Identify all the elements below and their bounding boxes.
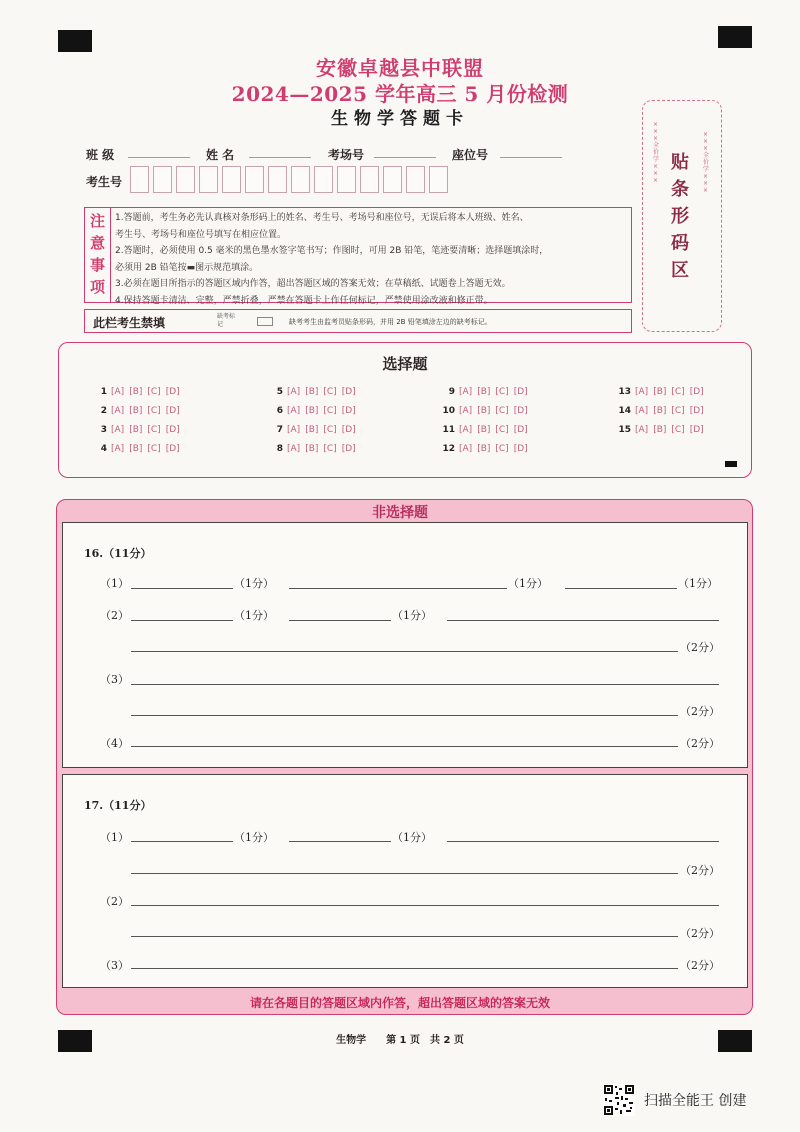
- student-id-digit-box[interactable]: [291, 166, 310, 193]
- q16-part2-blank-b[interactable]: [289, 620, 391, 621]
- class-field[interactable]: [128, 156, 190, 158]
- choice-bubble-2-0[interactable]: [A]: [111, 406, 125, 416]
- seat-label: 座位号: [452, 148, 489, 162]
- choice-question-1: [89, 387, 185, 397]
- q16-part2-score-b: （1分）: [392, 609, 432, 622]
- staff-only-label: 此栏考生禁填: [93, 316, 166, 330]
- choice-bubble-12-1[interactable]: [B]: [477, 444, 491, 454]
- q16-part1-score-a: （1分）: [234, 577, 274, 590]
- watermark-text: 扫描全能王 创建: [644, 1093, 747, 1109]
- student-id-digit-box[interactable]: [383, 166, 402, 193]
- q16-part3-blank-a[interactable]: [131, 684, 719, 685]
- choice-bubble-10-0[interactable]: [A]: [459, 406, 473, 416]
- student-id-digit-box[interactable]: [314, 166, 333, 193]
- choice-bubble-7-3[interactable]: [D]: [341, 425, 356, 435]
- choice-question-15: [613, 425, 709, 435]
- choice-question-4: [89, 444, 185, 454]
- q16-part1-blank-b[interactable]: [289, 588, 507, 589]
- non-choice-title: 非选择题: [372, 505, 428, 521]
- room-field[interactable]: [374, 156, 436, 158]
- q17-part2-score: （2分）: [680, 927, 720, 940]
- q17-part1-score-a: （1分）: [234, 831, 274, 844]
- question-17-heading: 17.（11分）: [84, 799, 152, 812]
- choice-bubble-3-1[interactable]: [B]: [129, 425, 143, 435]
- absent-mark-box[interactable]: [257, 317, 273, 326]
- choice-question-number: 13: [618, 387, 631, 397]
- q16-part2-blank-c[interactable]: [447, 620, 719, 621]
- q17-part3-label: （3）: [100, 959, 129, 972]
- sticker-side-text-left: ×××全价学×××: [653, 121, 660, 184]
- choice-question-9: [437, 387, 533, 397]
- choice-question-number: 9: [448, 387, 455, 397]
- qr-code-graphic: [603, 1084, 635, 1116]
- choice-question-number: 7: [276, 425, 283, 435]
- q17-part2-label: （2）: [100, 895, 129, 908]
- choice-bubble-6-1[interactable]: [B]: [305, 406, 319, 416]
- choice-bubble-1-3[interactable]: [D]: [165, 387, 180, 397]
- notice-items: [115, 210, 629, 309]
- choice-bubble-3-2[interactable]: [C]: [147, 425, 161, 435]
- choice-question-11: [437, 425, 533, 435]
- choice-bubble-15-1[interactable]: [B]: [653, 425, 667, 435]
- choice-bubble-2-2[interactable]: [C]: [147, 406, 161, 416]
- q17-part1-blank-d[interactable]: [131, 873, 678, 874]
- sticker-side-text-right: ×××全价学×××: [703, 131, 710, 194]
- multiple-choice-title: 选择题: [382, 355, 428, 373]
- choice-question-number: 10: [442, 406, 455, 416]
- choice-question-number: 4: [100, 444, 107, 454]
- choice-bubble-13-3[interactable]: [D]: [689, 387, 704, 397]
- student-id-digit-box[interactable]: [199, 166, 218, 193]
- question-16-heading: 16.（11分）: [84, 547, 152, 560]
- notice-line: 必须用 2B 铅笔按▬图示规范填涂。: [115, 262, 259, 273]
- q16-part2-blank-a[interactable]: [131, 620, 233, 621]
- choice-bubble-11-2[interactable]: [C]: [495, 425, 509, 435]
- choice-question-number: 12: [442, 444, 455, 454]
- choice-bubble-7-0[interactable]: [A]: [287, 425, 301, 435]
- choice-bubble-12-0[interactable]: [A]: [459, 444, 473, 454]
- choice-bubble-6-3[interactable]: [D]: [341, 406, 356, 416]
- choice-bubble-5-0[interactable]: [A]: [287, 387, 301, 397]
- choice-corner-mark: [725, 461, 737, 467]
- student-id-digit-box[interactable]: [406, 166, 425, 193]
- notice-heading: 注意事项: [85, 208, 111, 302]
- student-id-digit-box[interactable]: [268, 166, 287, 193]
- choice-bubble-4-2[interactable]: [C]: [147, 444, 161, 454]
- choice-bubble-14-1[interactable]: [B]: [653, 406, 667, 416]
- choice-bubble-5-2[interactable]: [C]: [323, 387, 337, 397]
- choice-bubble-15-3[interactable]: [D]: [689, 425, 704, 435]
- choice-bubble-13-0[interactable]: [A]: [635, 387, 649, 397]
- choice-question-12: [437, 444, 533, 454]
- choice-bubble-9-2[interactable]: [C]: [495, 387, 509, 397]
- q17-part1-label: （1）: [100, 831, 129, 844]
- q17-part1-blank-a[interactable]: [131, 841, 233, 842]
- q16-part1-blank-a[interactable]: [131, 588, 233, 589]
- choice-bubble-8-3[interactable]: [D]: [341, 444, 356, 454]
- choice-question-number: 1: [100, 387, 107, 397]
- student-id-digit-box[interactable]: [429, 166, 448, 193]
- q16-part2-label: （2）: [100, 609, 129, 622]
- choice-bubble-9-1[interactable]: [B]: [477, 387, 491, 397]
- student-id-digit-box[interactable]: [337, 166, 356, 193]
- sticker-label: 贴条形码区: [671, 152, 689, 281]
- page-info: 生物学 第 1 页 共 2 页: [336, 1035, 464, 1046]
- room-label: 考场号: [328, 148, 365, 162]
- seat-field[interactable]: [500, 156, 562, 158]
- choice-bubble-8-2[interactable]: [C]: [323, 444, 337, 454]
- staff-only-row: [84, 309, 632, 333]
- choice-bubble-10-2[interactable]: [C]: [495, 406, 509, 416]
- choice-question-7: [265, 425, 361, 435]
- choice-question-6: [265, 406, 361, 416]
- choice-bubble-15-0[interactable]: [A]: [635, 425, 649, 435]
- notice-line: 1.答题前，考生务必先认真核对条形码上的姓名、考生号、考场号和座位号，无误后将本人班级、姓名、: [115, 213, 529, 223]
- student-id-digit-box[interactable]: [222, 166, 241, 193]
- corner-mark-top-right: [718, 26, 752, 48]
- class-label: 班 级: [86, 148, 115, 162]
- corner-mark-top-left: [58, 30, 92, 52]
- name-field[interactable]: [249, 156, 311, 158]
- choice-bubble-8-1[interactable]: [B]: [305, 444, 319, 454]
- choice-bubble-4-3[interactable]: [D]: [165, 444, 180, 454]
- student-id-label: 考生号: [86, 175, 123, 189]
- choice-bubble-10-1[interactable]: [B]: [477, 406, 491, 416]
- choice-question-14: [613, 406, 709, 416]
- notice-line: 4.保持答题卡清洁、完整，严禁折叠，严禁在答题卡上作任何标记，严禁使用涂改液和修正带。: [115, 295, 493, 306]
- choice-bubble-13-1[interactable]: [B]: [653, 387, 667, 397]
- q17-part1-score-c: （2分）: [680, 864, 720, 877]
- notice-line: 考生号、考场号和座位号填写在相应位置。: [115, 229, 287, 240]
- student-id-digit-box[interactable]: [153, 166, 172, 193]
- q17-part2-blank-a[interactable]: [131, 905, 719, 906]
- choice-bubble-9-0[interactable]: [A]: [459, 387, 473, 397]
- choice-bubble-7-2[interactable]: [C]: [323, 425, 337, 435]
- q17-part3-score: （2分）: [680, 959, 720, 972]
- choice-question-number: 15: [618, 425, 631, 435]
- choice-bubble-5-1[interactable]: [B]: [305, 387, 319, 397]
- multiple-choice-section: [58, 342, 752, 478]
- choice-bubble-1-1[interactable]: [B]: [129, 387, 143, 397]
- choice-question-number: 6: [276, 406, 283, 416]
- choice-bubble-11-0[interactable]: [A]: [459, 425, 473, 435]
- choice-bubble-4-0[interactable]: [A]: [111, 444, 125, 454]
- q16-part4-label: （4）: [100, 737, 129, 750]
- q17-part1-blank-b[interactable]: [289, 841, 391, 842]
- choice-question-number: 5: [276, 387, 283, 397]
- choice-bubble-3-0[interactable]: [A]: [111, 425, 125, 435]
- choice-question-5: [265, 387, 361, 397]
- choice-bubble-14-0[interactable]: [A]: [635, 406, 649, 416]
- q16-part3-blank-b[interactable]: [131, 715, 678, 716]
- choice-question-number: 8: [276, 444, 283, 454]
- notice-line: 3.必须在题目所指示的答题区域内作答，超出答题区域的答案无效；在草稿纸、试题卷上答题无效。: [115, 279, 511, 289]
- exam-alliance-title: 安徽卓越县中联盟: [316, 56, 484, 80]
- choice-bubble-5-3[interactable]: [D]: [341, 387, 356, 397]
- name-label: 姓 名: [206, 148, 235, 162]
- choice-bubble-2-3[interactable]: [D]: [165, 406, 180, 416]
- choice-bubble-7-1[interactable]: [B]: [305, 425, 319, 435]
- choice-question-number: 11: [442, 425, 455, 435]
- choice-question-3: [89, 425, 185, 435]
- choice-bubble-14-3[interactable]: [D]: [689, 406, 704, 416]
- q16-part4-score: （2分）: [680, 737, 720, 750]
- q16-part1-label: （1）: [100, 577, 129, 590]
- answer-area-warning: 请在各题目的答题区域内作答，超出答题区域的答案无效: [249, 996, 550, 1010]
- choice-question-10: [437, 406, 533, 416]
- q16-part3-label: （3）: [100, 673, 129, 686]
- student-id-digit-box[interactable]: [245, 166, 264, 193]
- q16-part4-blank[interactable]: [131, 746, 678, 747]
- q16-part2-score-a: （1分）: [234, 609, 274, 622]
- choice-bubble-9-3[interactable]: [D]: [513, 387, 528, 397]
- choice-question-2: [89, 406, 185, 416]
- choice-bubble-1-2[interactable]: [C]: [147, 387, 161, 397]
- q17-part2-blank-b[interactable]: [131, 936, 678, 937]
- choice-question-8: [265, 444, 361, 454]
- choice-bubble-4-1[interactable]: [B]: [129, 444, 143, 454]
- choice-bubble-2-1[interactable]: [B]: [129, 406, 143, 416]
- answer-sheet-title: 生物学答题卡: [331, 109, 469, 129]
- absent-note: 缺考考生由监考员贴条形码，并用 2B 铅笔填涂左边的缺考标记。: [289, 318, 492, 326]
- choice-bubble-3-3[interactable]: [D]: [165, 425, 180, 435]
- choice-bubble-6-2[interactable]: [C]: [323, 406, 337, 416]
- choice-bubble-6-0[interactable]: [A]: [287, 406, 301, 416]
- q16-part1-blank-c[interactable]: [565, 588, 677, 589]
- qr-code: [603, 1084, 635, 1116]
- q17-part3-blank[interactable]: [131, 968, 678, 969]
- q17-part1-score-b: （1分）: [392, 831, 432, 844]
- choice-bubble-8-0[interactable]: [A]: [287, 444, 301, 454]
- q16-part3-score: （2分）: [680, 705, 720, 718]
- choice-question-13: [613, 387, 709, 397]
- student-id-digit-box[interactable]: [176, 166, 195, 193]
- choice-bubble-1-0[interactable]: [A]: [111, 387, 125, 397]
- student-id-digit-box[interactable]: [360, 166, 379, 193]
- choice-bubble-12-3[interactable]: [D]: [513, 444, 528, 454]
- choice-bubble-11-3[interactable]: [D]: [513, 425, 528, 435]
- notice-panel: [84, 207, 632, 306]
- barcode-sticker-area: [642, 100, 722, 332]
- q16-part2-blank-d[interactable]: [131, 651, 678, 652]
- question-17-box: [62, 774, 748, 988]
- q16-part1-score-c: （1分）: [678, 577, 718, 590]
- q16-part1-score-b: （1分）: [508, 577, 548, 590]
- student-id-digit-box[interactable]: [130, 166, 149, 193]
- question-16-box: [62, 522, 748, 768]
- q16-part2-score-c: （2分）: [680, 641, 720, 654]
- choice-question-number: 2: [100, 406, 107, 416]
- absent-mark-label: 缺考标记: [217, 313, 236, 328]
- notice-line: 2.答题时，必须使用 0.5 毫米的黑色墨水签字笔书写；作图时，可用 2B 铅笔，笔迹要清晰；选择题填涂时，: [115, 246, 549, 256]
- choice-bubble-12-2[interactable]: [C]: [495, 444, 509, 454]
- choice-question-number: 14: [618, 406, 631, 416]
- exam-session-title: 2024—2025 学年高三 5 月份检测: [231, 82, 569, 106]
- choice-bubble-11-1[interactable]: [B]: [477, 425, 491, 435]
- choice-bubble-15-2[interactable]: [C]: [671, 425, 685, 435]
- q17-part1-blank-c[interactable]: [447, 841, 719, 842]
- choice-question-number: 3: [100, 425, 107, 435]
- choice-bubble-14-2[interactable]: [C]: [671, 406, 685, 416]
- choice-bubble-13-2[interactable]: [C]: [671, 387, 685, 397]
- choice-bubble-10-3[interactable]: [D]: [513, 406, 528, 416]
